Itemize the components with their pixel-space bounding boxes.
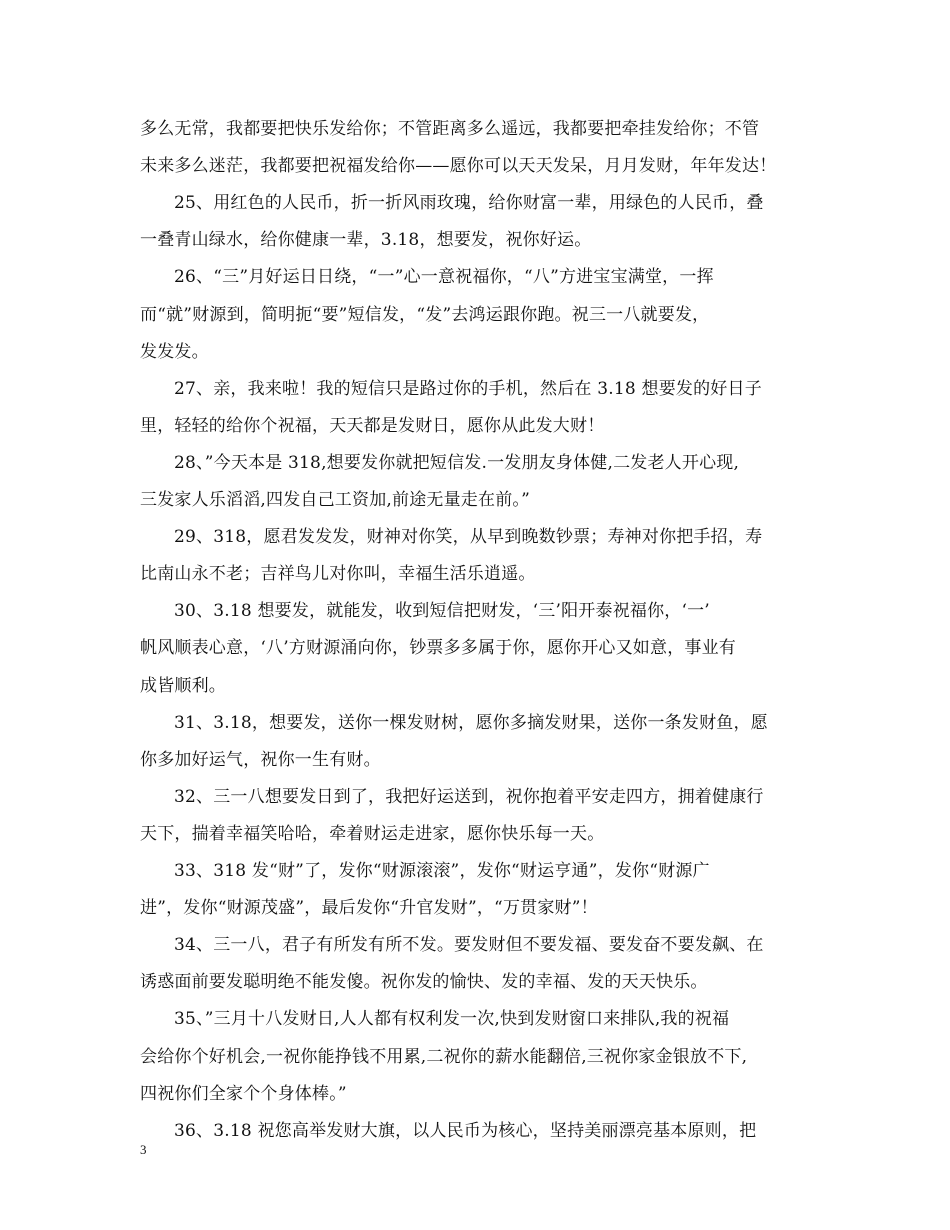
text-line: 里，轻轻的给你个祝福，天天都是发财日，愿你从此发大财！ [140,416,605,436]
text-line: 36、3.18 祝您高举发财大旗，以人民币为核心，坚持美丽漂亮基本原则，把 [174,1121,757,1141]
text-line: 35、”三月十八发财日,人人都有权利发一次,快到发财窗口来排队,我的祝福 [174,1009,730,1029]
text-line: 三发家人乐滔滔,四发自己工资加,前途无量走在前。” [140,490,530,510]
text-line: 26、“三”月好运日日绕，“一”心一意祝福你，“八”方进宝宝满堂，一挥 [174,267,714,287]
text-line: 33、318 发“财”了，发你“财源滚滚”，发你“财运亨通”，发你“财源广 [174,861,710,881]
text-line: 30、3.18 想要发，就能发，收到短信把财发，‘三’阳开泰祝福你，‘一’ [174,601,710,621]
text-line: 31、3.18，想要发，送你一棵发财树，愿你多摘发财果，送你一条发财鱼，愿 [174,713,768,733]
text-line: 帆风顺表心意，‘八’方财源涌向你，钞票多多属于你，愿你开心又如意，事业有 [140,638,737,658]
text-line: 25、用红色的人民币，折一折风雨玫瑰，给你财富一辈，用绿色的人民币，叠 [174,193,764,213]
text-line: 进”，发你“财源茂盛”，最后发你“升官发财”，“万贯家财”！ [140,898,598,918]
page-number: 3 [140,1142,147,1157]
text-line: 27、亲，我来啦！我的短信只是路过你的手机，然后在 3.18 想要发的好日子 [174,379,762,399]
text-line: 比南山永不老；吉祥鸟儿对你叫，幸福生活乐逍遥。 [140,564,536,584]
text-line: 天下，揣着幸福笑哈哈，牵着财运走进家，愿你快乐每一天。 [140,824,605,844]
text-line: 你多加好运气，祝你一生有财。 [140,750,381,770]
text-line: 29、318，愿君发发发，财神对你笑，从早到晚数钞票；寿神对你把手招，寿 [174,527,763,547]
text-line: 多么无常，我都要把快乐发给你；不管距离多么遥远，我都要把牵挂发给你；不管 [140,119,760,139]
text-line: 一叠青山绿水，给你健康一辈，3.18，想要发，祝你好运。 [140,230,592,250]
text-line: 发发发。 [140,342,209,362]
text-line: 34、三一八，君子有所发有所不发。要发财但不要发福、要发奋不要发飙、在 [174,935,764,955]
text-line: 32、三一八想要发日到了，我把好运送到，祝你抱着平安走四方，拥着健康行 [174,787,764,807]
text-line: 诱惑面前要发聪明绝不能发傻。祝你发的愉快、发的幸福、发的天天快乐。 [140,972,708,992]
text-line: 而“就”财源到，简明扼“要”短信发，“发”去鸿运跟你跑。祝三一八就要发， [140,305,710,325]
text-line: 四祝你们全家个个身体棒。” [140,1084,347,1104]
text-line: 28、”今天本是 318,想要发你就把短信发.一发朋友身体健,二发老人开心现, [174,453,740,473]
text-line: 未来多么迷茫，我都要把祝福发给你——愿你可以天天发呆，月月发财，年年发达！ [140,156,777,176]
text-line: 会给你个好机会,一祝你能挣钱不用累,二祝你的薪水能翻倍,三祝你家金银放不下, [140,1047,748,1067]
text-line: 成皆顺利。 [140,676,226,696]
